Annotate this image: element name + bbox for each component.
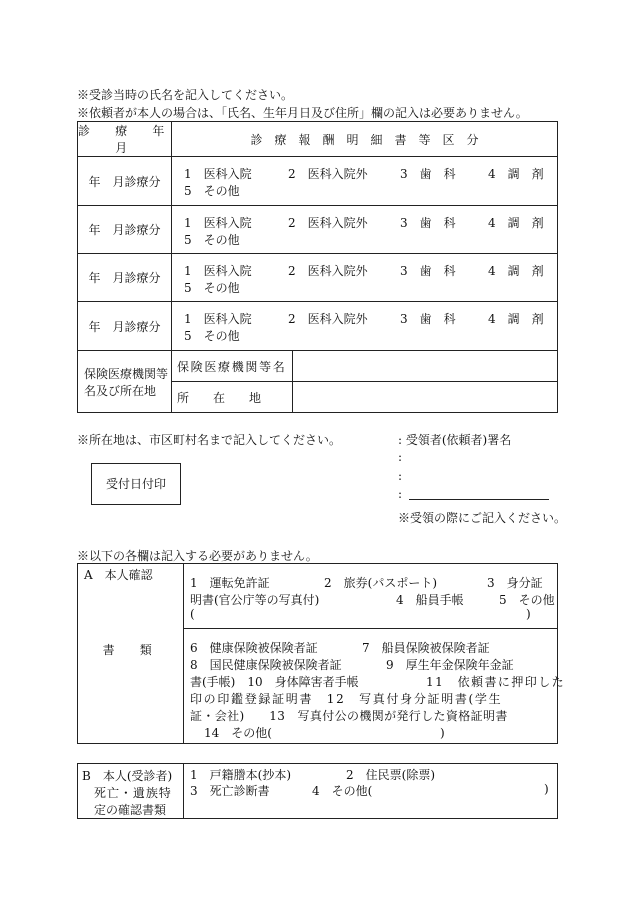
category-cell[interactable] bbox=[172, 206, 558, 254]
option-other-a2[interactable]: 14 その他( ) bbox=[204, 726, 445, 740]
option-seal-registration[interactable]: 11 依頼書に押印した bbox=[426, 675, 566, 689]
other-paren-close: ) bbox=[526, 607, 531, 621]
header-treatment-month: 診 療 年 月 bbox=[78, 122, 172, 157]
option-health-insurance-card[interactable]: 6 健康保険被保険者証 bbox=[190, 641, 318, 655]
option-other-b[interactable]: 4 その他( bbox=[312, 784, 373, 798]
option-dental[interactable]: 3 歯 科 bbox=[400, 215, 456, 230]
section-b-label-cell bbox=[78, 764, 184, 819]
option-dental[interactable]: 3 歯 科 bbox=[400, 263, 456, 278]
option-other[interactable]: 5 その他 bbox=[184, 329, 240, 343]
option-death-certificate[interactable]: 3 死亡診断書 bbox=[190, 784, 270, 798]
treatment-table bbox=[77, 121, 558, 413]
id-documents-group-1 bbox=[184, 564, 558, 629]
death-confirmation-table bbox=[77, 763, 558, 819]
option-pharmacy[interactable]: 4 調 剤 bbox=[488, 263, 544, 278]
category-cell[interactable] bbox=[172, 302, 558, 351]
option-inpatient[interactable]: 1 医科入院 bbox=[184, 312, 252, 326]
option-inpatient[interactable]: 1 医科入院 bbox=[184, 263, 252, 278]
institution-label: 保険医療機関等 名及び所在地 bbox=[78, 351, 172, 413]
signature-line[interactable] bbox=[409, 499, 549, 500]
option-passport[interactable]: 2 旅券(パスポート) bbox=[324, 576, 437, 590]
option-seaman-insurance-card[interactable]: 7 船員保険被保険者証 bbox=[362, 641, 490, 655]
other-paren-open: ( bbox=[190, 607, 195, 621]
option-photo-id-certificate[interactable]: 印の印鑑登録証明書 12 写真付身分証明書(学生 bbox=[190, 692, 503, 706]
documents-label: 書 類 bbox=[102, 643, 159, 657]
treatment-month-cell[interactable]: 年 月診療分 bbox=[78, 302, 172, 351]
signature-colon: : bbox=[398, 450, 403, 464]
option-pharmacy[interactable]: 4 調 剤 bbox=[488, 215, 544, 230]
option-inpatient[interactable]: 1 医科入院 bbox=[184, 215, 252, 230]
option-family-register[interactable]: 1 戸籍謄本(抄本) bbox=[190, 768, 291, 782]
reception-date-stamp-box bbox=[91, 463, 181, 505]
option-other[interactable]: 5 その他 bbox=[184, 280, 240, 295]
section-a-label-cell bbox=[78, 564, 184, 744]
option-other[interactable]: 5 その他 bbox=[184, 232, 240, 247]
id-certificate-continued: 明書(官公庁等の写真付) bbox=[190, 593, 320, 607]
option-outpatient[interactable]: 2 医科入院外 bbox=[288, 215, 368, 230]
category-cell[interactable] bbox=[172, 157, 558, 206]
institution-name-field[interactable] bbox=[293, 351, 558, 382]
section-b-label-2: 死亡・遺族特 bbox=[94, 786, 172, 800]
id-documents-group-2 bbox=[184, 629, 566, 744]
section-b-label: B 本人(受診者) bbox=[82, 769, 173, 783]
option-other[interactable]: 5 その他 bbox=[184, 184, 240, 198]
signature-label: : 受領者(依頼者)署名 bbox=[398, 433, 512, 447]
institution-address-label: 所 在 地 bbox=[172, 382, 293, 413]
option-residence-certificate[interactable]: 2 住民票(除票) bbox=[346, 768, 435, 782]
section-a-label: A 本人確認 bbox=[84, 568, 153, 582]
treatment-month-cell[interactable]: 年 月診療分 bbox=[78, 157, 172, 206]
note-name-at-visit: ※受診当時の氏名を記入してください。 bbox=[77, 88, 294, 102]
signature-colon: : bbox=[398, 469, 403, 483]
note-no-entry-needed: ※以下の各欄は記入する必要がありません。 bbox=[77, 549, 318, 563]
option-dental[interactable]: 3 歯 科 bbox=[400, 312, 456, 326]
section-b-label-3: 定の確認書類 bbox=[94, 803, 167, 817]
option-inpatient[interactable]: 1 医科入院 bbox=[184, 167, 252, 181]
category-cell[interactable] bbox=[172, 254, 558, 302]
note-receipt: ※受領の際にご記入ください。 bbox=[398, 511, 567, 525]
option-seaman-book[interactable]: 4 船員手帳 bbox=[396, 593, 464, 607]
treatment-month-cell[interactable]: 年 月診療分 bbox=[78, 254, 172, 302]
option-outpatient[interactable]: 2 医科入院外 bbox=[288, 312, 368, 326]
note-self-requester: ※依頼者が本人の場合は、「氏名、生年月日及び住所」欄の記入は必要ありません。 bbox=[77, 106, 528, 120]
option-outpatient[interactable]: 2 医科入院外 bbox=[288, 167, 368, 181]
institution-address-field[interactable] bbox=[293, 382, 558, 413]
option-national-health-insurance-card[interactable]: 8 国民健康保険被保険者証 bbox=[190, 658, 342, 672]
option-public-qualification-certificate[interactable]: 証・会社) 13 写真付公の機関が発行した資格証明書 bbox=[190, 709, 508, 723]
option-dental[interactable]: 3 歯 科 bbox=[400, 167, 456, 181]
option-id-certificate[interactable]: 3 身分証 bbox=[487, 576, 543, 590]
other-b-paren-close: ) bbox=[544, 782, 549, 796]
option-other-a1[interactable]: 5 その他 bbox=[499, 593, 555, 607]
note-address-level: ※所在地は、市区町村名まで記入してください。 bbox=[77, 433, 342, 447]
reception-date-stamp-label: 受付日付印 bbox=[105, 477, 166, 491]
header-statement-category: 診 療 報 酬 明 細 書 等 区 分 bbox=[172, 122, 558, 157]
option-disability-handbook[interactable]: 書(手帳) 10 身体障害者手帳 bbox=[190, 675, 359, 689]
institution-name-label: 保険医療機関等名 bbox=[172, 351, 293, 382]
identity-confirmation-table bbox=[77, 563, 566, 744]
option-pension-certificate[interactable]: 9 厚生年金保険年金証 bbox=[386, 658, 514, 672]
death-documents-cell bbox=[184, 764, 558, 819]
treatment-month-cell[interactable]: 年 月診療分 bbox=[78, 206, 172, 254]
option-pharmacy[interactable]: 4 調 剤 bbox=[488, 167, 544, 181]
option-outpatient[interactable]: 2 医科入院外 bbox=[288, 263, 368, 278]
option-drivers-license[interactable]: 1 運転免許証 bbox=[190, 576, 270, 590]
signature-colon: : bbox=[398, 487, 403, 501]
option-pharmacy[interactable]: 4 調 剤 bbox=[488, 312, 544, 326]
